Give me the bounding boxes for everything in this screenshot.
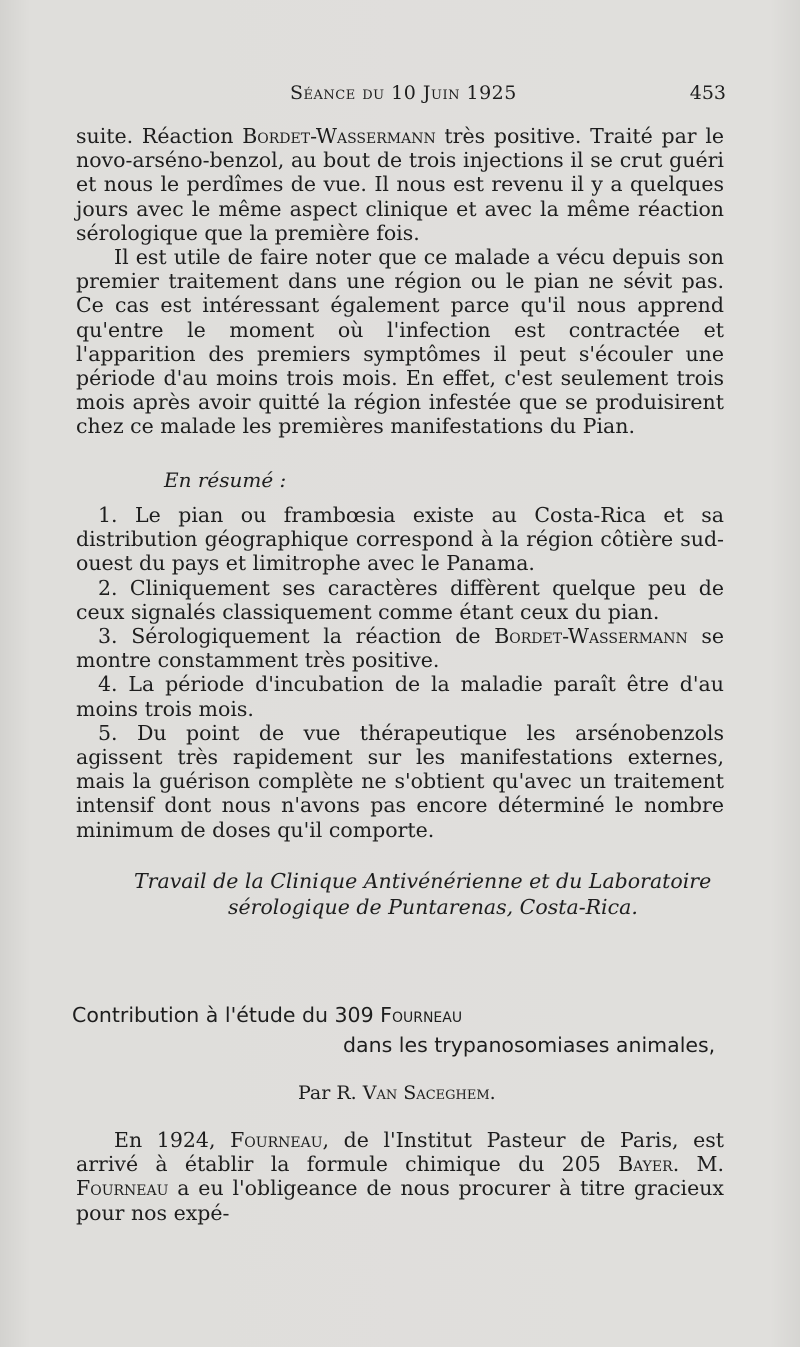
running-title: Séance du 10 Juin 1925 — [290, 82, 517, 104]
text-run: En 1924, — [114, 1128, 231, 1152]
article-author — [298, 1082, 496, 1104]
author-name-smallcaps: Bordet-Wassermann — [494, 624, 688, 649]
article-title-line-1 — [72, 1000, 462, 1030]
paragraph-continuation — [76, 124, 724, 245]
credit-line-2: sérologique de Puntarenas, Costa-Rica. — [228, 895, 638, 919]
text-run: Par R. — [298, 1082, 363, 1104]
author-name-smallcaps: Fourneau — [380, 1003, 463, 1027]
page-number: 453 — [689, 82, 726, 104]
text-run: 3. Sérologiquement la réaction de — [98, 624, 495, 649]
text-run: , de l'Institut Pasteur de Paris, est arrivé à établir la formule chimique du 205 — [76, 1128, 725, 1177]
summary-list — [76, 503, 724, 842]
text-run: se montre constamment très positive. — [76, 624, 725, 673]
paragraph — [76, 1128, 724, 1225]
author-name-smallcaps: Van Saceghem. — [362, 1082, 496, 1104]
author-name-smallcaps: Bordet-Wassermann — [242, 124, 436, 148]
list-item: 1. Le pian ou frambœsia existe au Costa-Rica et sa distribution géographique correspond à la région côtière sud-ouest du pays et limitrophe avec le Panama. — [76, 503, 724, 576]
article-title-line-2: dans les trypanosomiases animales, — [343, 1033, 716, 1057]
list-item: 2. Cliniquement ses caractères diffèrent quelque peu de ceux signalés classiquement comme étant ceux du pian. — [76, 575, 724, 624]
author-name-smallcaps: Fourneau — [230, 1128, 323, 1152]
list-item: 5. Du point de vue thérapeutique les arsénobenzols agissent très rapidement sur les manifestations externes, mais la guérison complète ne s'obtient qu'avec un traitement intensif dont nous n'avons pas encore déterminé le nombre minimum de doses qu'il comporte. — [76, 720, 724, 842]
author-name-smallcaps: Bayer — [618, 1152, 673, 1177]
text-run: a eu l'obligeance de nous procurer à titre gracieux pour nos expé- — [76, 1176, 724, 1225]
text-run: Contribution à l'étude du 309 — [72, 1003, 381, 1027]
text-run: très positive. Traité par le novo-arséno-benzol, au bout de trois injections il se crut guéri et nous le perdîmes de vue. Il nous est revenu il y a quelques jours avec le même aspect clinique et avec la même réaction sérologique que la première fois. — [76, 124, 725, 245]
body-paragraphs — [76, 124, 724, 439]
credit-line-1: Travail de la Clinique Antivénérienne et du Laboratoire — [134, 869, 712, 893]
list-item — [76, 624, 724, 672]
text-run: . M. — [672, 1152, 724, 1177]
paragraph: Il est utile de faire noter que ce malade a vécu depuis son premier traitement dans une région ou le pian ne sévit pas. Ce cas est intéressant également parce qu'il nous apprend qu'entre le moment où l'infection est contractée et l'apparition des premiers symptômes il peut s'écouler une période d'au moins trois mois. En effet, c'est seulement trois mois après avoir quitté la région infestée que se produisirent chez ce malade les premières manifestations du Pian. — [76, 245, 724, 439]
text-run: suite. Réaction — [76, 124, 243, 148]
author-name-smallcaps: Fourneau — [76, 1176, 169, 1201]
summary-heading: En résumé : — [164, 468, 287, 492]
running-header — [0, 82, 800, 112]
list-item: 4. La période d'incubation de la maladie paraît être d'au moins trois mois. — [76, 672, 724, 721]
article-opening — [76, 1128, 724, 1225]
